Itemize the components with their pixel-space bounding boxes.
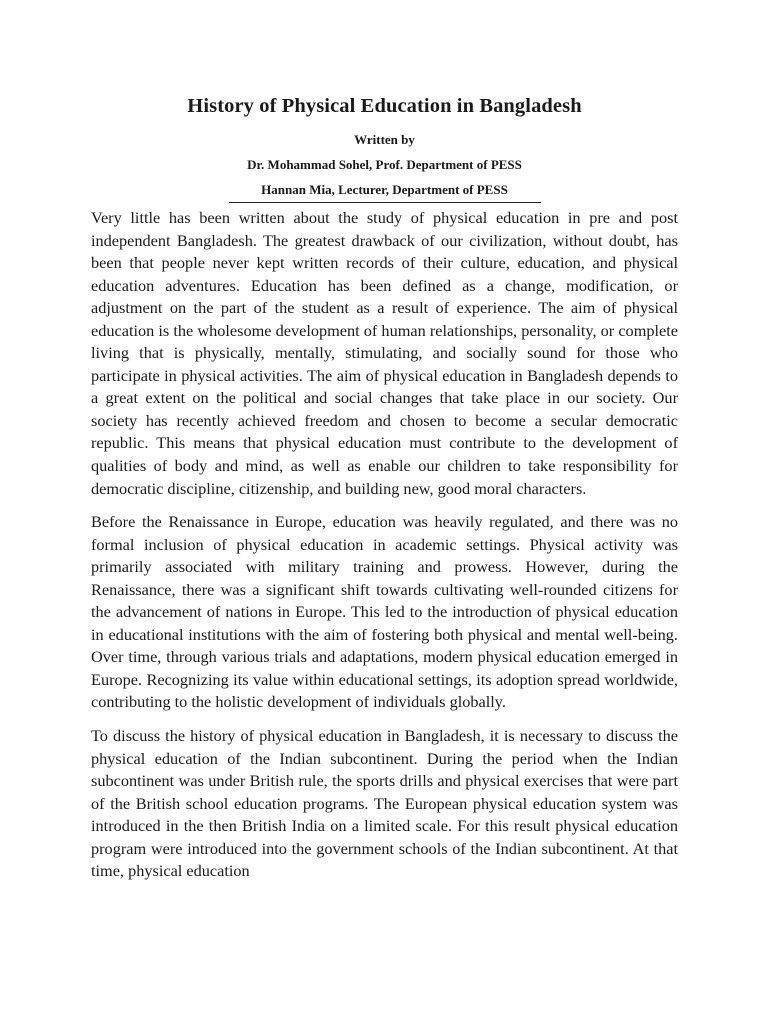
written-by-label: Written by bbox=[354, 132, 415, 147]
author-line-2: Hannan Mia, Lecturer, Department of PESS bbox=[261, 182, 508, 197]
body-paragraph-3: To discuss the history of physical education in Bangladesh, it is necessary to discuss the physical education of the Indian subcontinent. During the period when the Indian subcontinent was under British rule, the sports drills and physical exercises that were part of the British school education programs. The European physical education system was introduced in the then British India on a limited scale. For this result physical education program were introduced into the government schools of the Indian subcontinent. At that time, physical education bbox=[91, 726, 678, 881]
author-line-1: Dr. Mohammad Sohel, Prof. Department of PESS bbox=[247, 157, 522, 172]
body-paragraph-1: Very little has been written about the study of physical education in pre and post independent Bangladesh. The greatest drawback of our civilization, without doubt, has been that people never kept written records of their culture, education, and physical education adventures. Education has been defined as a change, modification, or adjustment on the part of the student as a result of experience. The aim of physical education is the wholesome development of human relationships, personality, or complete living that is physically, mentally, stimulating, and socially sound for those who participate in physical activities. The aim of physical education in Bangladesh depends to a great extent on the political and social changes that take place in our society. Our society has recently achieved freedom and chosen to become a secular democratic republic. This means that physical education must contribute to the development of qualities of body and mind, as well as enable our children to take responsibility for democratic discipline, citizenship, and building new, good moral characters. bbox=[91, 208, 678, 498]
document-title: History of Physical Education in Bangladesh bbox=[187, 95, 582, 117]
document-page bbox=[91, 92, 678, 883]
body-paragraph-2: Before the Renaissance in Europe, education was heavily regulated, and there was no formal inclusion of physical education in academic settings. Physical activity was primarily associated with military training and prowess. However, during the Renaissance, there was a significant shift towards cultivating well-rounded citizens for the advancement of nations in Europe. This led to the introduction of physical education in educational institutions with the aim of fostering both physical and mental well-being. Over time, through various trials and adaptations, modern physical education emerged in Europe. Recognizing its value within educational settings, its adoption spread worldwide, contributing to the holistic development of individuals globally. bbox=[91, 512, 678, 712]
header-divider bbox=[229, 202, 541, 203]
